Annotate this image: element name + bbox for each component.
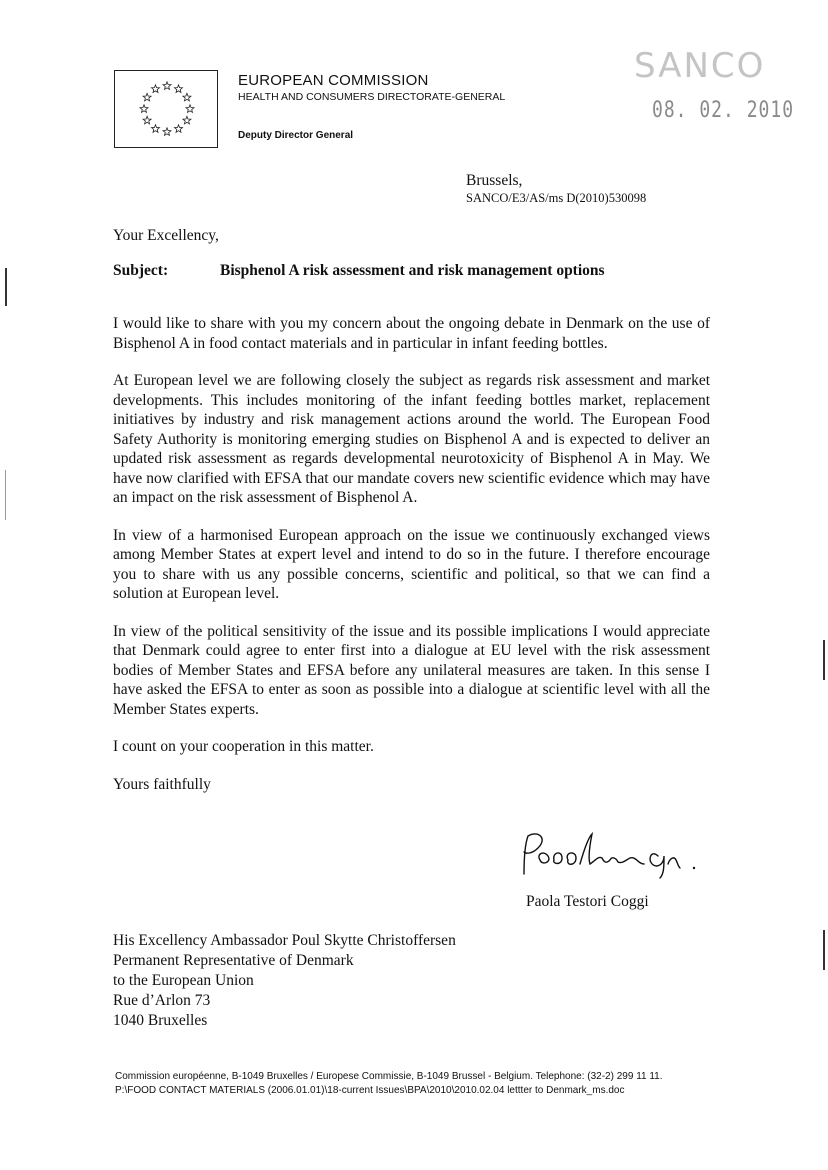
received-stamp-name: SANCO [634, 46, 766, 86]
handwritten-signature [518, 830, 718, 885]
office-name: Deputy Director General [238, 130, 354, 141]
footer-file-path: P:\FOOD CONTACT MATERIALS (2006.01.01)\18-current Issues\BPA\2010\2010.02.04 lettter to Denmark_ms.doc [115, 1084, 625, 1096]
closing: Yours faithfully [113, 775, 211, 793]
eu-star-icon [143, 93, 151, 101]
recipient-line: His Excellency Ambassador Poul Skytte Christoffersen [113, 932, 456, 949]
eu-star-icon [152, 85, 160, 93]
eu-star-icon [175, 85, 183, 93]
recipient-address [113, 931, 456, 1031]
eu-star-icon [186, 105, 194, 113]
letter-place: Brussels, [466, 172, 523, 189]
recipient-line: 1040 Bruxelles [113, 1012, 208, 1029]
eu-star-icon [163, 128, 171, 136]
scan-margin-mark [5, 470, 6, 520]
signer-name: Paola Testori Coggi [526, 893, 649, 910]
eu-star-icon [140, 105, 148, 113]
footer-address: Commission européenne, B-1049 Bruxelles / Europese Commissie, B-1049 Brussel - Belgium. Telephone: (32-2) 299 11 11. [115, 1071, 663, 1082]
eu-star-icon [152, 125, 160, 133]
eu-star-icon [175, 125, 183, 133]
eu-stars-icon [115, 71, 219, 149]
body-paragraph: At European level we are following closely the subject as regards risk assessment and market developments. This includes monitoring of the infant feeding bottles market, replacement initiatives by industry and risk management actions around the world. The European Food Safety Authority is monitoring emerging studies on Bisphenol A and is expected to deliver an updated risk assessment as regards developmental neurotoxicity of Bisphenol A in May. We have now clarified with EFSA that our mandate covers new scientific evidence which may have an impact on the risk assessment of Bisphenol A. [113, 372, 710, 506]
body-paragraph: I would like to share with you my concern about the ongoing debate in Denmark on the use of Bisphenol A in food contact materials and in particular in infant feeding bottles. [113, 315, 710, 352]
recipient-line: Rue d’Arlon 73 [113, 992, 211, 1009]
scan-margin-mark [823, 930, 825, 970]
eu-star-icon [183, 93, 191, 101]
page-footer [115, 1070, 663, 1097]
recipient-line: to the European Union [113, 972, 254, 989]
letter-reference: SANCO/E3/AS/ms D(2010)530098 [466, 191, 647, 205]
scan-margin-mark [5, 268, 7, 306]
organisation-name: EUROPEAN COMMISSION [238, 72, 429, 89]
scan-margin-mark [823, 640, 825, 680]
eu-star-icon [143, 116, 151, 124]
eu-star-icon [163, 82, 171, 90]
subject-label: Subject: [113, 262, 169, 279]
letter-body [113, 314, 710, 812]
subject-text: Bisphenol A risk assessment and risk management options [220, 262, 605, 279]
recipient-line: Permanent Representative of Denmark [113, 952, 354, 969]
salutation: Your Excellency, [113, 227, 219, 244]
received-stamp-date: 08. 02. 2010 [652, 97, 795, 124]
body-paragraph: In view of a harmonised European approach on the issue we continuously exchanged views among Member States at expert level and intend to do so in the future. I therefore encourage you to share with us any possible concerns, scientific and political, so that we can find a solution at European level. [113, 526, 710, 602]
body-paragraph: I count on your cooperation in this matter. [113, 738, 374, 755]
body-paragraph: In view of the political sensitivity of the issue and its possible implications I would appreciate that Denmark could agree to enter first into a dialogue at EU level with the risk assessment bodies of Member States and EFSA before any unilateral measures are taken. In this sense I have asked the EFSA to enter as soon as possible into a dialogue at scientific level with all the Member States experts. [113, 622, 710, 718]
eu-flag-logo [114, 70, 218, 148]
directorate-name: HEALTH AND CONSUMERS DIRECTORATE-GENERAL [238, 91, 506, 103]
eu-star-icon [183, 116, 191, 124]
